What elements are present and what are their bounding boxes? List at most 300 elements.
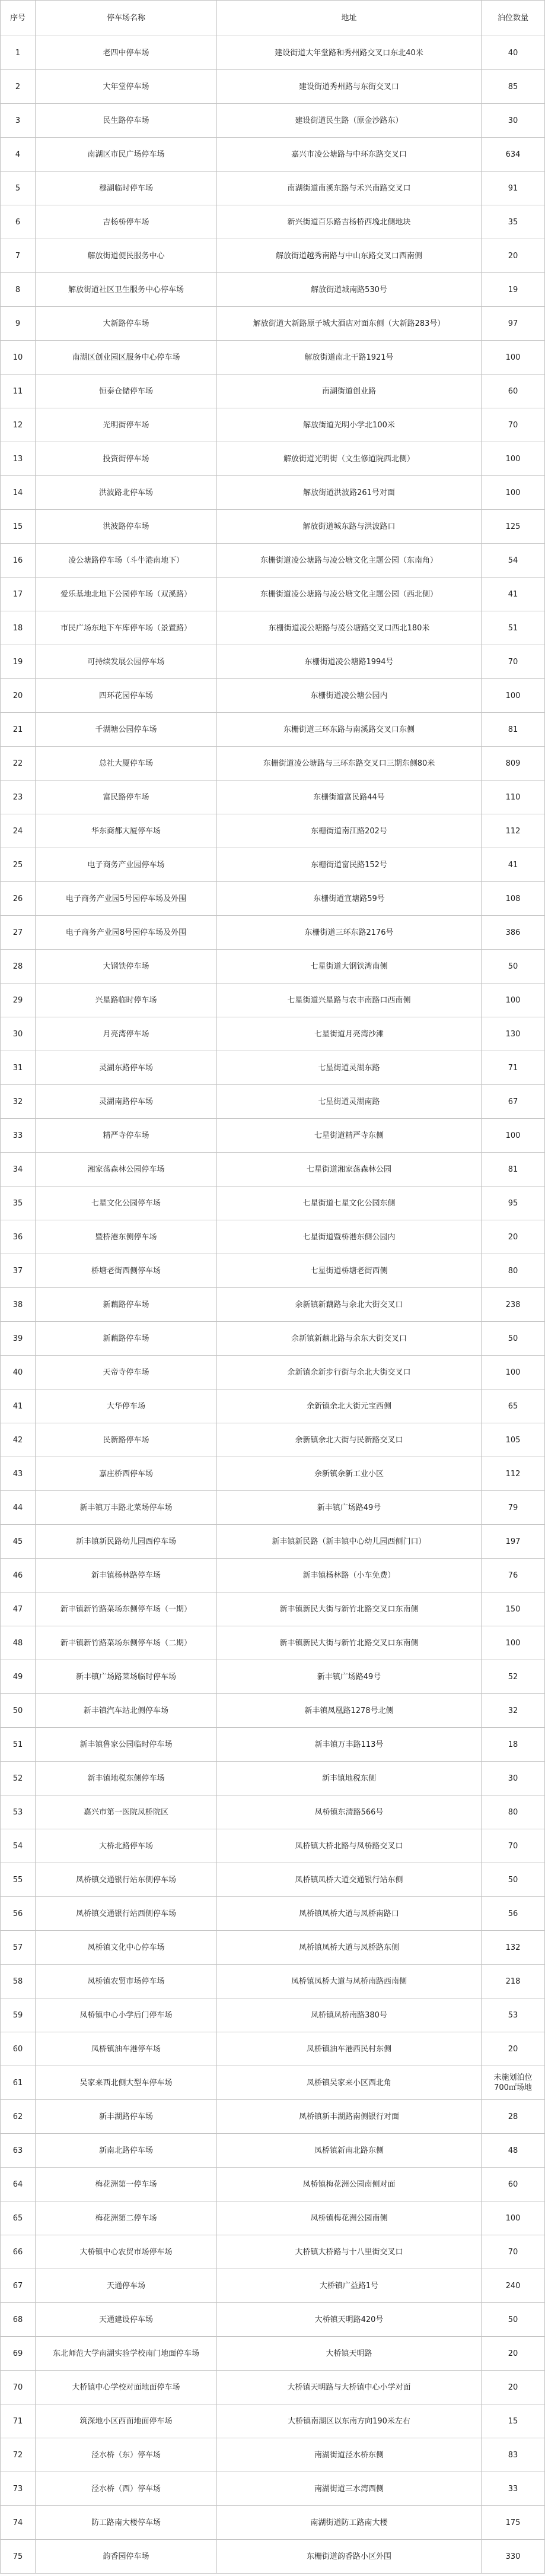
- cell-spaces: 634: [482, 138, 545, 172]
- cell-no: 31: [1, 1051, 36, 1085]
- cell-name: 新藕路停车场: [36, 1322, 217, 1356]
- cell-spaces: 70: [482, 408, 545, 442]
- cell-no: 73: [1, 2472, 36, 2506]
- cell-no: 12: [1, 408, 36, 442]
- cell-spaces: 20: [482, 239, 545, 273]
- cell-no: 58: [1, 1965, 36, 1998]
- table-row: [1, 882, 545, 916]
- cell-no: 4: [1, 138, 36, 172]
- cell-address: 凤桥镇油车港西民村东侧: [217, 2032, 482, 2066]
- table-row: [1, 476, 545, 510]
- cell-address: 新丰镇新民路（新丰镇中心幼儿园西侧门口）: [217, 1525, 482, 1559]
- cell-spaces: 40: [482, 36, 545, 70]
- table-row: [1, 2438, 545, 2472]
- cell-address: 解放街道大新路原子城大酒店对面东侧（大新路283号）: [217, 307, 482, 341]
- table-row: [1, 1525, 545, 1559]
- cell-address: 东栅街道富民路152号: [217, 848, 482, 882]
- cell-no: 64: [1, 2168, 36, 2201]
- cell-spaces: 100: [482, 679, 545, 713]
- cell-name: 大桥镇中心农贸市场停车场: [36, 2235, 217, 2269]
- cell-no: 15: [1, 510, 36, 544]
- cell-name: 天通停车场: [36, 2269, 217, 2303]
- cell-name: 新丰镇杨林路停车场: [36, 1559, 217, 1592]
- cell-name: 总社大厦停车场: [36, 747, 217, 781]
- cell-spaces: 91: [482, 172, 545, 205]
- cell-no: 16: [1, 544, 36, 578]
- cell-name: 天帝寺停车场: [36, 1356, 217, 1389]
- cell-name: 凤桥镇油车港停车场: [36, 2032, 217, 2066]
- cell-name: 大年堂停车场: [36, 70, 217, 104]
- cell-spaces: 50: [482, 950, 545, 984]
- cell-spaces: 20: [482, 2032, 545, 2066]
- cell-address: 七星街道大钢铁湾南侧: [217, 950, 482, 984]
- cell-no: 24: [1, 814, 36, 848]
- cell-spaces: 95: [482, 1187, 545, 1220]
- table-row: [1, 273, 545, 307]
- cell-no: 5: [1, 172, 36, 205]
- cell-no: 53: [1, 1795, 36, 1829]
- cell-no: 43: [1, 1457, 36, 1491]
- table-row: [1, 611, 545, 645]
- cell-no: 8: [1, 273, 36, 307]
- table-row: [1, 2066, 545, 2100]
- cell-spaces: 81: [482, 1153, 545, 1187]
- cell-name: 兴星路临时停车场: [36, 984, 217, 1017]
- cell-name: 南湖区创业园区服务中心停车场: [36, 341, 217, 375]
- cell-address: 七星街道灵湖南路: [217, 1085, 482, 1119]
- table-row: [1, 1863, 545, 1897]
- cell-no: 9: [1, 307, 36, 341]
- cell-spaces: 80: [482, 1795, 545, 1829]
- cell-no: 39: [1, 1322, 36, 1356]
- cell-no: 40: [1, 1356, 36, 1389]
- cell-spaces: 83: [482, 2438, 545, 2472]
- cell-name: 民生路停车场: [36, 104, 217, 138]
- cell-spaces: 125: [482, 510, 545, 544]
- cell-no: 14: [1, 476, 36, 510]
- cell-address: 凤桥镇凤桥大道交通银行站东侧: [217, 1863, 482, 1897]
- table-row: [1, 1694, 545, 1728]
- cell-spaces: 150: [482, 1592, 545, 1626]
- table-row: [1, 205, 545, 239]
- table-row: [1, 1356, 545, 1389]
- table-row: [1, 814, 545, 848]
- cell-address: 建设街道秀州路与东街交叉口: [217, 70, 482, 104]
- cell-no: 45: [1, 1525, 36, 1559]
- cell-name: 新丰镇新民路幼儿园西停车场: [36, 1525, 217, 1559]
- table-row: [1, 1829, 545, 1863]
- cell-spaces: 未施划泊位 700㎡场地: [482, 2066, 545, 2100]
- cell-address: 凤桥镇凤桥大道与凤桥南路西南侧: [217, 1965, 482, 1998]
- cell-no: 65: [1, 2201, 36, 2235]
- table-row: [1, 1762, 545, 1795]
- cell-address: 余新镇余北大街与民新路交叉口: [217, 1423, 482, 1457]
- cell-address: 南湖街道防工路南大楼: [217, 2506, 482, 2540]
- cell-name: 梅花洲第二停车场: [36, 2201, 217, 2235]
- cell-spaces: 105: [482, 1423, 545, 1457]
- table-row: [1, 1254, 545, 1288]
- table-row: [1, 1017, 545, 1051]
- cell-no: 38: [1, 1288, 36, 1322]
- table-row: [1, 2201, 545, 2235]
- cell-no: 34: [1, 1153, 36, 1187]
- cell-address: 解放街道南北干路1921号: [217, 341, 482, 375]
- cell-address: 新丰镇万丰路113号: [217, 1728, 482, 1762]
- table-row: [1, 2032, 545, 2066]
- cell-address: 大桥镇天明路: [217, 2337, 482, 2371]
- cell-address: 东栅街道凌公塘路与三环东路交叉口三期东侧80米: [217, 747, 482, 781]
- cell-name: 新丰镇新竹路菜场东侧停车场（二期）: [36, 1626, 217, 1660]
- table-row: [1, 1795, 545, 1829]
- cell-name: 凤桥镇交通银行站东侧停车场: [36, 1863, 217, 1897]
- cell-address: 凤桥镇凤桥南路380号: [217, 1998, 482, 2032]
- table-row: [1, 1931, 545, 1965]
- table-row: [1, 442, 545, 476]
- cell-no: 1: [1, 36, 36, 70]
- cell-no: 49: [1, 1660, 36, 1694]
- cell-no: 26: [1, 882, 36, 916]
- cell-no: 2: [1, 70, 36, 104]
- cell-name: 电子商务产业园8号园停车场及外围: [36, 916, 217, 950]
- cell-no: 7: [1, 239, 36, 273]
- cell-spaces: 100: [482, 1119, 545, 1153]
- cell-address: 新丰镇杨林路（小车免费）: [217, 1559, 482, 1592]
- cell-address: 东栅街道凌公塘路1994号: [217, 645, 482, 679]
- cell-address: 七星街道灵湖东路: [217, 1051, 482, 1085]
- cell-spaces: 32: [482, 1694, 545, 1728]
- cell-spaces: 51: [482, 611, 545, 645]
- cell-no: 71: [1, 2404, 36, 2438]
- cell-no: 59: [1, 1998, 36, 2032]
- cell-address: 东栅街道韵香路小区外围: [217, 2540, 482, 2574]
- cell-name: 嘉兴市第一医院凤桥院区: [36, 1795, 217, 1829]
- cell-no: 22: [1, 747, 36, 781]
- cell-no: 30: [1, 1017, 36, 1051]
- table-row: [1, 239, 545, 273]
- table-row: [1, 2472, 545, 2506]
- cell-name: 光明街停车场: [36, 408, 217, 442]
- cell-name: 市民广场东地下车库停车场（景置路）: [36, 611, 217, 645]
- cell-name: 大桥北路停车场: [36, 1829, 217, 1863]
- cell-spaces: 76: [482, 1559, 545, 1592]
- cell-address: 嘉兴市凌公塘路与中环东路交叉口: [217, 138, 482, 172]
- cell-spaces: 108: [482, 882, 545, 916]
- cell-spaces: 60: [482, 375, 545, 408]
- cell-address: 新兴街道百乐路吉杨桥西堍北侧地块: [217, 205, 482, 239]
- cell-no: 68: [1, 2303, 36, 2337]
- cell-no: 18: [1, 611, 36, 645]
- cell-name: 富民路停车场: [36, 781, 217, 814]
- table-row: [1, 1153, 545, 1187]
- cell-spaces: 67: [482, 1085, 545, 1119]
- cell-name: 老四中停车场: [36, 36, 217, 70]
- cell-name: 南湖区市民广场停车场: [36, 138, 217, 172]
- cell-no: 56: [1, 1897, 36, 1931]
- table-row: [1, 713, 545, 747]
- table-row: [1, 1491, 545, 1525]
- cell-name: 四环花园停车场: [36, 679, 217, 713]
- cell-spaces: 197: [482, 1525, 545, 1559]
- table-row: [1, 408, 545, 442]
- cell-no: 62: [1, 2100, 36, 2134]
- cell-name: 新丰湖路停车场: [36, 2100, 217, 2134]
- cell-name: 吉杨桥停车场: [36, 205, 217, 239]
- cell-name: 新丰镇鲁家公园临时停车场: [36, 1728, 217, 1762]
- cell-name: 新丰镇万丰路北菜场停车场: [36, 1491, 217, 1525]
- table-row: [1, 950, 545, 984]
- cell-spaces: 41: [482, 578, 545, 611]
- table-row: [1, 375, 545, 408]
- cell-spaces: 48: [482, 2134, 545, 2168]
- table-row: [1, 2168, 545, 2201]
- header-address: 地址: [217, 1, 482, 36]
- table-row: [1, 1423, 545, 1457]
- cell-name: 凌公塘路停车场（斗牛港南地下）: [36, 544, 217, 578]
- cell-address: 东栅街道凌公塘路与凌公塘路交叉口西北180米: [217, 611, 482, 645]
- cell-no: 32: [1, 1085, 36, 1119]
- cell-spaces: 20: [482, 2337, 545, 2371]
- cell-spaces: 56: [482, 1897, 545, 1931]
- cell-address: 凤桥镇大桥北路与凤桥路交叉口: [217, 1829, 482, 1863]
- cell-no: 47: [1, 1592, 36, 1626]
- cell-name: 新丰镇新竹路菜场东侧停车场（一期）: [36, 1592, 217, 1626]
- table-header-row: [1, 1, 545, 36]
- cell-address: 凤桥镇新丰湖路南侧银行对面: [217, 2100, 482, 2134]
- table-row: [1, 510, 545, 544]
- cell-no: 23: [1, 781, 36, 814]
- cell-spaces: 50: [482, 1322, 545, 1356]
- cell-spaces: 81: [482, 713, 545, 747]
- table-row: [1, 1998, 545, 2032]
- cell-name: 新丰镇地税东侧停车场: [36, 1762, 217, 1795]
- cell-spaces: 386: [482, 916, 545, 950]
- cell-spaces: 28: [482, 2100, 545, 2134]
- table-row: [1, 2303, 545, 2337]
- cell-name: 新丰镇汽车站北侧停车场: [36, 1694, 217, 1728]
- cell-spaces: 100: [482, 476, 545, 510]
- cell-spaces: 238: [482, 1288, 545, 1322]
- cell-name: 暨桥港东侧停车场: [36, 1220, 217, 1254]
- cell-address: 凤桥镇新南北路东侧: [217, 2134, 482, 2168]
- header-no: 序号: [1, 1, 36, 36]
- cell-address: 七星街道暨桥港东侧公园内: [217, 1220, 482, 1254]
- header-name: 停车场名称: [36, 1, 217, 36]
- cell-no: 28: [1, 950, 36, 984]
- cell-spaces: 50: [482, 2303, 545, 2337]
- cell-name: 凤桥镇农贸市场停车场: [36, 1965, 217, 1998]
- cell-spaces: 33: [482, 2472, 545, 2506]
- cell-address: 凤桥镇梅花洲公园南侧: [217, 2201, 482, 2235]
- cell-no: 55: [1, 1863, 36, 1897]
- cell-address: 南湖街道泾水桥东侧: [217, 2438, 482, 2472]
- cell-no: 51: [1, 1728, 36, 1762]
- cell-no: 57: [1, 1931, 36, 1965]
- table-row: [1, 2540, 545, 2574]
- cell-spaces: 132: [482, 1931, 545, 1965]
- table-row: [1, 307, 545, 341]
- cell-address: 东栅街道凌公塘路与凌公塘文化主题公园（西北侧）: [217, 578, 482, 611]
- cell-address: 解放街道城东路与洪波路口: [217, 510, 482, 544]
- cell-no: 72: [1, 2438, 36, 2472]
- table-row: [1, 1728, 545, 1762]
- cell-no: 75: [1, 2540, 36, 2574]
- cell-address: 大桥镇大桥路与十八里街交叉口: [217, 2235, 482, 2269]
- cell-address: 新丰镇凤凰路1278号北侧: [217, 1694, 482, 1728]
- cell-address: 解放街道光明小学北100米: [217, 408, 482, 442]
- cell-spaces: 85: [482, 70, 545, 104]
- cell-address: 七星街道兴星路与农丰南路口西南侧: [217, 984, 482, 1017]
- table-row: [1, 1085, 545, 1119]
- cell-spaces: 175: [482, 2506, 545, 2540]
- cell-address: 新丰镇广场路49号: [217, 1660, 482, 1694]
- cell-address: 大桥镇南湖区以东南方向190米左右: [217, 2404, 482, 2438]
- cell-spaces: 100: [482, 442, 545, 476]
- table-row: [1, 1660, 545, 1694]
- cell-address: 凤桥镇吴家来小区西北角: [217, 2066, 482, 2100]
- cell-name: 投资街停车场: [36, 442, 217, 476]
- cell-address: 大桥镇天明路420号: [217, 2303, 482, 2337]
- cell-address: 七星街道精严寺东侧: [217, 1119, 482, 1153]
- cell-address: 新丰镇新民大街与新竹北路交叉口东南侧: [217, 1626, 482, 1660]
- cell-spaces: 240: [482, 2269, 545, 2303]
- cell-address: 大桥镇广益路1号: [217, 2269, 482, 2303]
- cell-spaces: 330: [482, 2540, 545, 2574]
- table-row: [1, 104, 545, 138]
- cell-spaces: 60: [482, 2168, 545, 2201]
- cell-name: 电子商务产业园停车场: [36, 848, 217, 882]
- table-row: [1, 172, 545, 205]
- cell-address: 新丰镇广场路49号: [217, 1491, 482, 1525]
- table-body: [1, 36, 545, 2574]
- table-row: [1, 2337, 545, 2371]
- cell-spaces: 79: [482, 1491, 545, 1525]
- cell-name: 泾水桥（西）停车场: [36, 2472, 217, 2506]
- cell-no: 35: [1, 1187, 36, 1220]
- cell-spaces: 97: [482, 307, 545, 341]
- cell-address: 大桥镇天明路与大桥镇中心小学对面: [217, 2371, 482, 2404]
- cell-name: 大钢铁停车场: [36, 950, 217, 984]
- table-row: [1, 1051, 545, 1085]
- table-row: [1, 2134, 545, 2168]
- table-row: [1, 679, 545, 713]
- cell-name: 七星文化公园停车场: [36, 1187, 217, 1220]
- cell-no: 52: [1, 1762, 36, 1795]
- cell-name: 电子商务产业园5号园停车场及外围: [36, 882, 217, 916]
- cell-no: 6: [1, 205, 36, 239]
- cell-name: 梅花洲第一停车场: [36, 2168, 217, 2201]
- cell-address: 东栅街道凌公塘公园内: [217, 679, 482, 713]
- cell-name: 灵湖东路停车场: [36, 1051, 217, 1085]
- cell-no: 60: [1, 2032, 36, 2066]
- cell-spaces: 50: [482, 1863, 545, 1897]
- cell-name: 解放街道社区卫生服务中心停车场: [36, 273, 217, 307]
- cell-spaces: 20: [482, 1220, 545, 1254]
- cell-spaces: 110: [482, 781, 545, 814]
- cell-address: 建设街道民生路（原金沙路东）: [217, 104, 482, 138]
- cell-address: 解放街道城南路530号: [217, 273, 482, 307]
- table-row: [1, 984, 545, 1017]
- cell-name: 大桥镇中心学校对面地面停车场: [36, 2371, 217, 2404]
- cell-address: 七星街道月亮湾沙滩: [217, 1017, 482, 1051]
- cell-no: 20: [1, 679, 36, 713]
- cell-spaces: 100: [482, 341, 545, 375]
- cell-name: 筑深地小区西面地面停车场: [36, 2404, 217, 2438]
- cell-address: 余新镇余新步行街与余北大街交叉口: [217, 1356, 482, 1389]
- cell-no: 19: [1, 645, 36, 679]
- cell-name: 民新路停车场: [36, 1423, 217, 1457]
- table-row: [1, 2235, 545, 2269]
- cell-spaces: 41: [482, 848, 545, 882]
- table-row: [1, 2404, 545, 2438]
- cell-spaces: 80: [482, 1254, 545, 1288]
- cell-no: 69: [1, 2337, 36, 2371]
- cell-name: 嘉庄桥西停车场: [36, 1457, 217, 1491]
- table-row: [1, 2269, 545, 2303]
- cell-name: 新丰镇广场路菜场临时停车场: [36, 1660, 217, 1694]
- cell-address: 东栅街道三环东路2176号: [217, 916, 482, 950]
- cell-name: 精严寺停车场: [36, 1119, 217, 1153]
- cell-name: 千湖塘公园停车场: [36, 713, 217, 747]
- cell-address: 解放街道光明街（文生修道院西北侧）: [217, 442, 482, 476]
- cell-address: 东栅街道富民路44号: [217, 781, 482, 814]
- cell-no: 67: [1, 2269, 36, 2303]
- cell-address: 余新镇新藕路与余北大街交叉口: [217, 1288, 482, 1322]
- cell-name: 月亮湾停车场: [36, 1017, 217, 1051]
- cell-spaces: 100: [482, 1626, 545, 1660]
- cell-spaces: 70: [482, 645, 545, 679]
- cell-no: 33: [1, 1119, 36, 1153]
- cell-address: 南湖街道创业路: [217, 375, 482, 408]
- cell-address: 七星街道七星文化公园东侧: [217, 1187, 482, 1220]
- cell-name: 桥塘老街西侧停车场: [36, 1254, 217, 1288]
- cell-spaces: 100: [482, 2201, 545, 2235]
- cell-no: 46: [1, 1559, 36, 1592]
- cell-no: 27: [1, 916, 36, 950]
- cell-spaces: 53: [482, 1998, 545, 2032]
- cell-spaces: 35: [482, 205, 545, 239]
- cell-name: 恒泰仓储停车场: [36, 375, 217, 408]
- cell-address: 东栅街道宣塘路59号: [217, 882, 482, 916]
- cell-no: 70: [1, 2371, 36, 2404]
- cell-address: 凤桥镇梅花洲公园南侧对面: [217, 2168, 482, 2201]
- cell-spaces: 20: [482, 2371, 545, 2404]
- table-row: [1, 916, 545, 950]
- cell-no: 10: [1, 341, 36, 375]
- cell-address: 南湖街道南溪东路与禾兴南路交叉口: [217, 172, 482, 205]
- cell-spaces: 18: [482, 1728, 545, 1762]
- cell-no: 3: [1, 104, 36, 138]
- table-row: [1, 781, 545, 814]
- cell-no: 29: [1, 984, 36, 1017]
- cell-name: 新南北路停车场: [36, 2134, 217, 2168]
- cell-no: 11: [1, 375, 36, 408]
- table-row: [1, 36, 545, 70]
- table-row: [1, 2371, 545, 2404]
- cell-name: 凤桥镇中心小学后门停车场: [36, 1998, 217, 2032]
- table-row: [1, 578, 545, 611]
- cell-address: 东栅街道南江路202号: [217, 814, 482, 848]
- cell-spaces: 30: [482, 1762, 545, 1795]
- cell-spaces: 71: [482, 1051, 545, 1085]
- cell-address: 凤桥镇凤桥大道与凤桥南路口: [217, 1897, 482, 1931]
- cell-address: 余新镇余新工业小区: [217, 1457, 482, 1491]
- table-row: [1, 544, 545, 578]
- cell-address: 东栅街道三环东路与南溪路交叉口东侧: [217, 713, 482, 747]
- cell-no: 37: [1, 1254, 36, 1288]
- cell-name: 韵香园停车场: [36, 2540, 217, 2574]
- table-row: [1, 747, 545, 781]
- cell-no: 42: [1, 1423, 36, 1457]
